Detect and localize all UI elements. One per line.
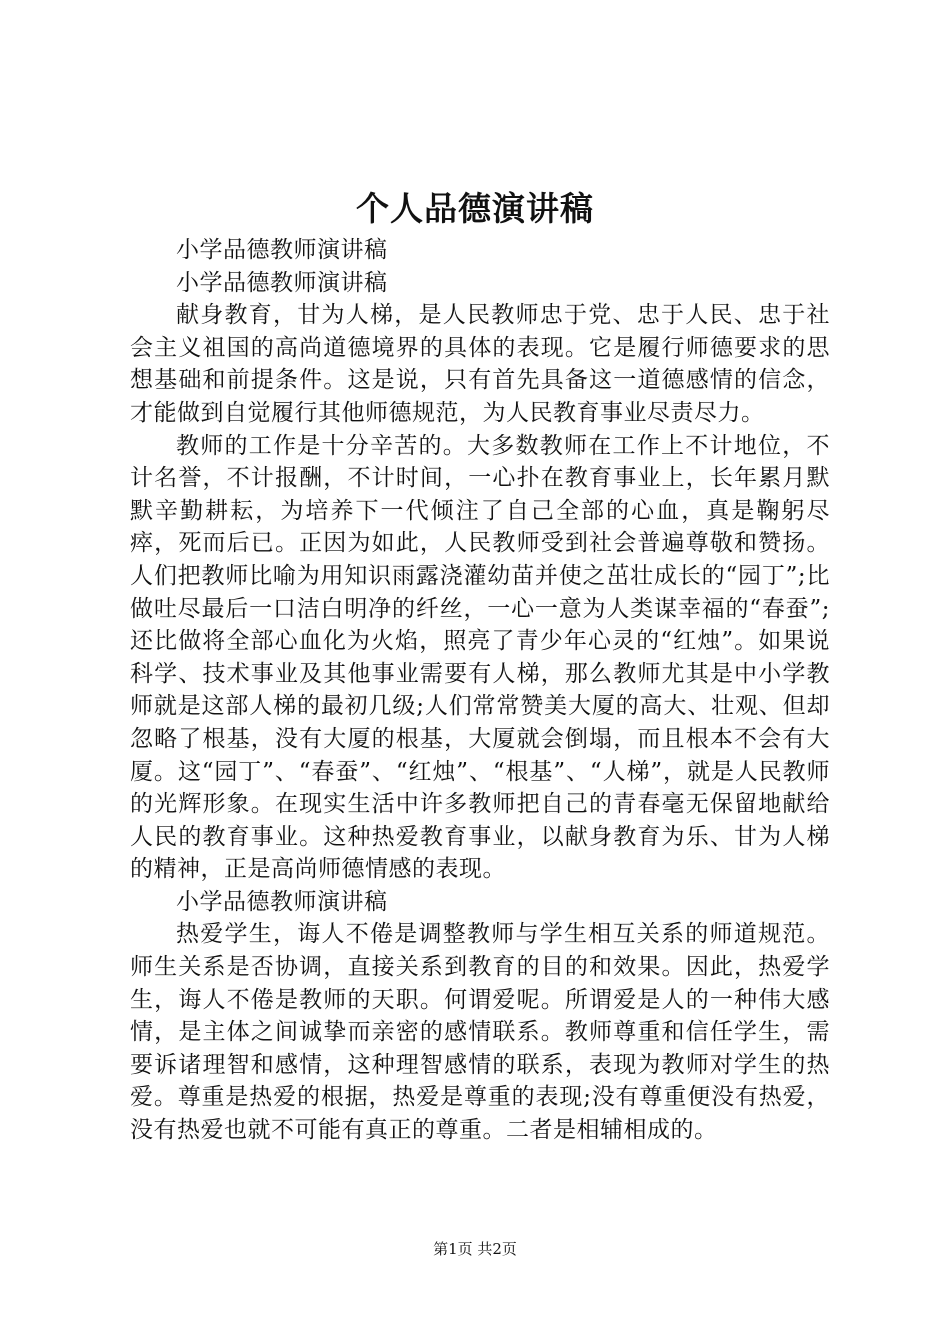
document-body <box>130 234 830 1147</box>
subheading: 小学品德教师演讲稿 <box>176 888 388 915</box>
document-title: 个人品德演讲稿 <box>356 189 594 228</box>
body-paragraph: 热爱学生，诲人不倦是调整教师与学生相互关系的师道规范。师生关系是否协调，直接关系到教育的目的和效果。因此，热爱学生，诲人不倦是教师的天职。何谓爱呢。所谓爱是人的一种伟大感情，是主体之间诚挚而亲密的感情联系。教师尊重和信任学生，需要诉诸理智和感情，这种理智感情的联系，表现为教师对学生的热爱。尊重是热爱的根据，热爱是尊重的表现;没有尊重便没有热爱，没有热爱也就不可能有真正的尊重。二者是相辅相成的。 <box>130 921 830 1144</box>
body-paragraph: 献身教育，甘为人梯，是人民教师忠于党、忠于人民、忠于社会主义祖国的高尚道德境界的具体的表现。它是履行师德要求的思想基础和前提条件。这是说，只有首先具备这一道德感情的信念，才能做到自觉履行其他师德规范，为人民教育事业尽责尽力。 <box>130 302 830 426</box>
subheading: 小学品德教师演讲稿 <box>176 269 388 296</box>
body-paragraph: 教师的工作是十分辛苦的。大多数教师在工作上不计地位，不计名誉，不计报酬，不计时间，一心扑在教育事业上，长年累月默默辛勤耕耘，为培养下一代倾注了自己全部的心血，真是鞠躬尽瘁，死而后已。正因为如此，人民教师受到社会普遍尊敬和赞扬。人们把教师比喻为用知识雨露浇灌幼苗并使之茁壮成长的“园丁”;比做吐尽最后一口洁白明净的纤丝，一心一意为人类谋幸福的“春蚕”;还比做将全部心血化为火焰，照亮了青少年心灵的“红烛”。如果说科学、技术事业及其他事业需要有人梯，那么教师尤其是中小学教师就是这部人梯的最初几级;人们常常赞美大厦的高大、壮观、但却忽略了根基，没有大厦的根基，大厦就会倒塌，而且根本不会有大厦。这“园丁”、“春蚕”、“红烛”、“根基”、“人梯”，就是人民教师的光辉形象。在现实生活中许多教师把自己的青春毫无保留地献给人民的教育事业。这种热爱教育事业，以献身教育为乐、甘为人梯的精神，正是高尚师德情感的表现。 <box>130 432 830 883</box>
subheading: 小学品德教师演讲稿 <box>176 237 388 263</box>
page-number-footer: 第1页 共2页 <box>433 1240 517 1258</box>
